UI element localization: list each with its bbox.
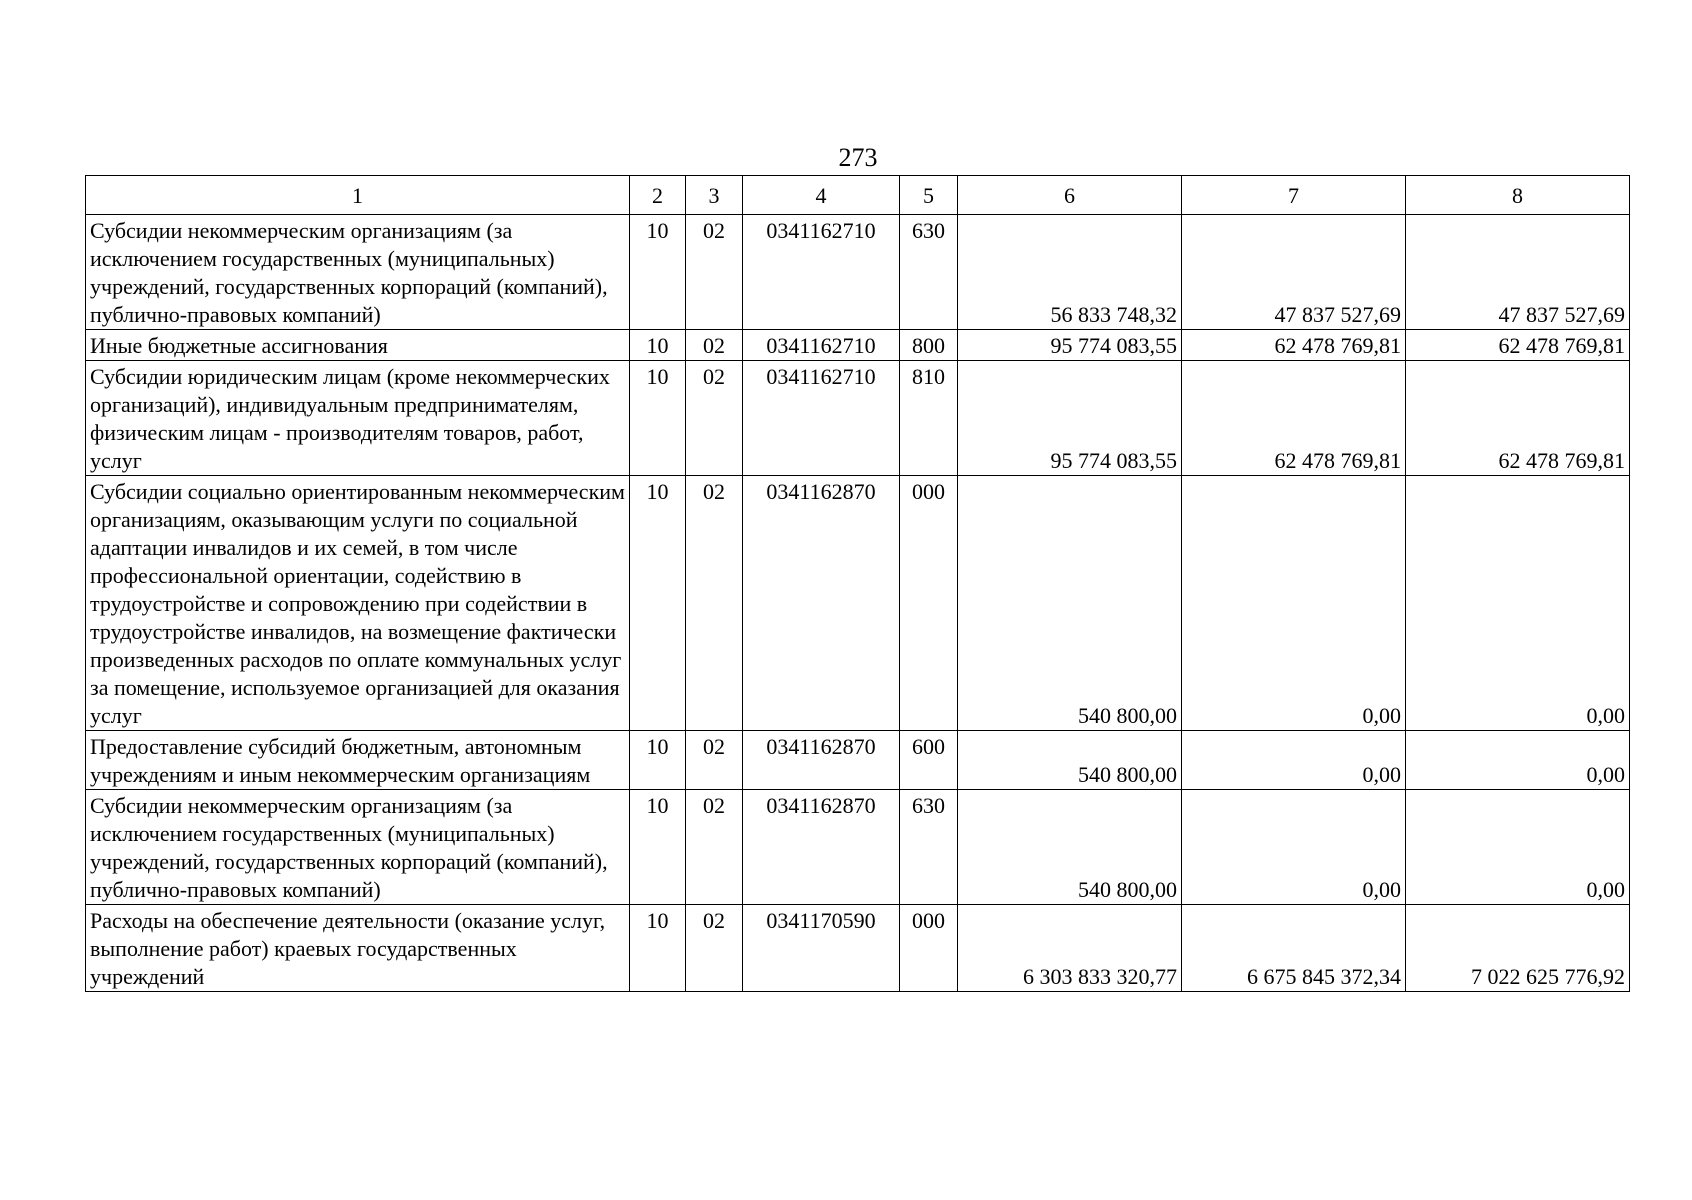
row-description: Субсидии некоммерческим организациям (за исключением государственных (муниципальных) учреждений, государственных корпораций (компаний), публично-правовых компаний) (86, 215, 630, 330)
amount-column-8: 62 478 769,81 (1406, 361, 1630, 476)
amount-column-7: 47 837 527,69 (1182, 215, 1406, 330)
amount-column-8: 62 478 769,81 (1406, 330, 1630, 361)
amount-column-6: 95 774 083,55 (958, 330, 1182, 361)
page-number: 273 (838, 143, 878, 172)
amount-column-8: 7 022 625 776,92 (1406, 905, 1630, 992)
subsection-code: 02 (686, 905, 743, 992)
subsection-code: 02 (686, 330, 743, 361)
table-row (86, 731, 1630, 790)
target-article-code: 0341162870 (743, 731, 900, 790)
section-code: 10 (630, 790, 686, 905)
target-article-code: 0341162710 (743, 215, 900, 330)
subsection-code: 02 (686, 476, 743, 731)
amount-column-6: 6 303 833 320,77 (958, 905, 1182, 992)
amount-column-6: 540 800,00 (958, 731, 1182, 790)
row-description: Предоставление субсидий бюджетным, автономным учреждениям и иным некоммерческим организациям (86, 731, 630, 790)
subsection-code: 02 (686, 361, 743, 476)
expense-type-code: 000 (900, 476, 958, 731)
section-code: 10 (630, 905, 686, 992)
amount-column-8: 0,00 (1406, 790, 1630, 905)
amount-column-6: 540 800,00 (958, 790, 1182, 905)
amount-column-6: 56 833 748,32 (958, 215, 1182, 330)
amount-column-8: 0,00 (1406, 476, 1630, 731)
target-article-code: 0341162870 (743, 790, 900, 905)
table-row (86, 361, 1630, 476)
column-header: 8 (1406, 176, 1630, 215)
column-header: 5 (900, 176, 958, 215)
amount-column-7: 6 675 845 372,34 (1182, 905, 1406, 992)
row-description: Субсидии юридическим лицам (кроме некоммерческих организаций), индивидуальным предпринимателям, физическим лицам - производителям товаров, работ, услуг (86, 361, 630, 476)
table-row (86, 330, 1630, 361)
amount-column-8: 0,00 (1406, 731, 1630, 790)
subsection-code: 02 (686, 731, 743, 790)
table-row (86, 476, 1630, 731)
column-header: 6 (958, 176, 1182, 215)
section-code: 10 (630, 731, 686, 790)
expense-type-code: 600 (900, 731, 958, 790)
column-header: 2 (630, 176, 686, 215)
subsection-code: 02 (686, 215, 743, 330)
target-article-code: 0341162710 (743, 361, 900, 476)
section-code: 10 (630, 215, 686, 330)
expense-type-code: 630 (900, 790, 958, 905)
section-code: 10 (630, 476, 686, 731)
budget-table (85, 175, 1630, 992)
column-header: 1 (86, 176, 630, 215)
column-header: 3 (686, 176, 743, 215)
target-article-code: 0341162870 (743, 476, 900, 731)
target-article-code: 0341162710 (743, 330, 900, 361)
amount-column-7: 62 478 769,81 (1182, 330, 1406, 361)
row-description: Расходы на обеспечение деятельности (оказание услуг, выполнение работ) краевых государственных учреждений (86, 905, 630, 992)
amount-column-7: 0,00 (1182, 790, 1406, 905)
column-header: 7 (1182, 176, 1406, 215)
amount-column-8: 47 837 527,69 (1406, 215, 1630, 330)
expense-type-code: 810 (900, 361, 958, 476)
amount-column-7: 0,00 (1182, 731, 1406, 790)
amount-column-7: 62 478 769,81 (1182, 361, 1406, 476)
column-number-row (86, 176, 1630, 215)
row-description: Субсидии социально ориентированным некоммерческим организациям, оказывающим услуги по социальной адаптации инвалидов и их семей, в том числе профессиональной ориентации, содействию в трудоустройстве и сопровождению при содействии в трудоустройстве инвалидов, на возмещение фактически произведенных расходов по оплате коммунальных услуг за помещение, используемое организацией для оказания услуг (86, 476, 630, 731)
expense-type-code: 800 (900, 330, 958, 361)
table-row (86, 905, 1630, 992)
column-header: 4 (743, 176, 900, 215)
table-row (86, 215, 1630, 330)
expense-type-code: 630 (900, 215, 958, 330)
section-code: 10 (630, 330, 686, 361)
expense-type-code: 000 (900, 905, 958, 992)
row-description: Иные бюджетные ассигнования (86, 330, 630, 361)
amount-column-7: 0,00 (1182, 476, 1406, 731)
target-article-code: 0341170590 (743, 905, 900, 992)
amount-column-6: 95 774 083,55 (958, 361, 1182, 476)
subsection-code: 02 (686, 790, 743, 905)
table-row (86, 790, 1630, 905)
amount-column-6: 540 800,00 (958, 476, 1182, 731)
row-description: Субсидии некоммерческим организациям (за исключением государственных (муниципальных) учреждений, государственных корпораций (компаний), публично-правовых компаний) (86, 790, 630, 905)
section-code: 10 (630, 361, 686, 476)
